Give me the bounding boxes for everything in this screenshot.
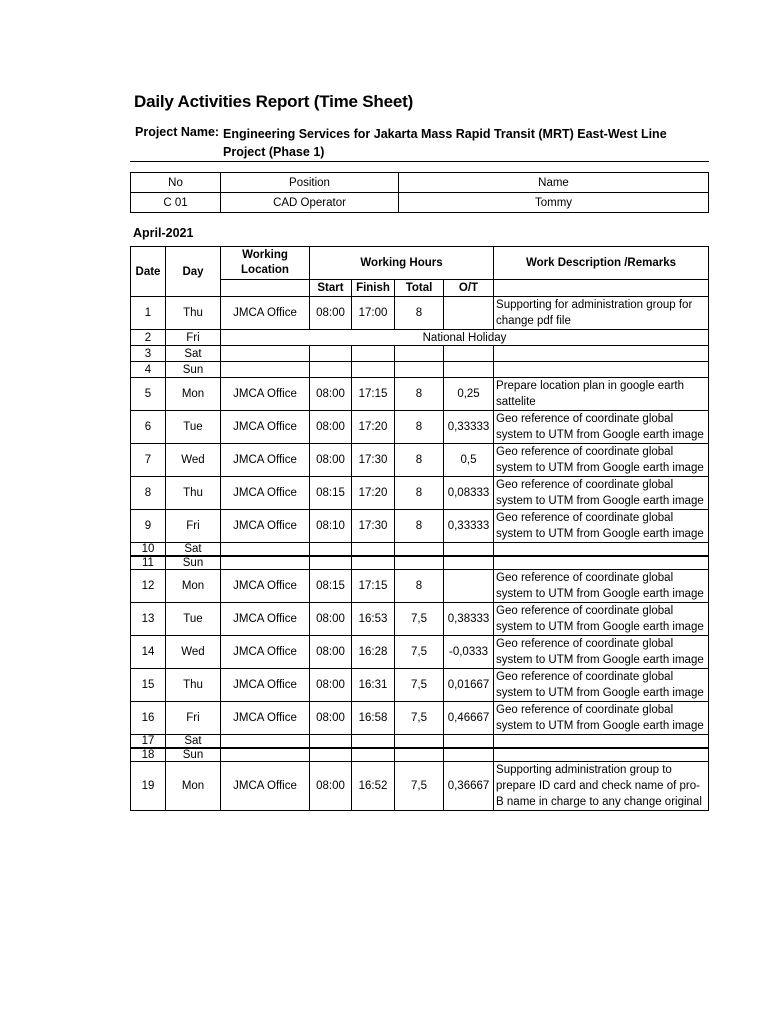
project-name-value: Engineering Services for Jakarta Mass Rapid Transit (MRT) East-West Line Project (Phase 1) xyxy=(223,127,667,159)
row-finish xyxy=(352,748,395,762)
row-date: 18 xyxy=(131,748,166,762)
row-ot xyxy=(444,297,494,330)
row-date: 16 xyxy=(131,702,166,735)
position-info-table xyxy=(130,172,709,213)
row-day: Fri xyxy=(166,330,221,346)
row-day: Thu xyxy=(166,477,221,510)
row-location: JMCA Office xyxy=(221,636,310,669)
row-total xyxy=(395,556,444,570)
row-description: Geo reference of coordinate global system to UTM from Google earth image xyxy=(494,444,709,477)
row-finish: 17:20 xyxy=(352,411,395,444)
row-day: Mon xyxy=(166,762,221,811)
row-ot xyxy=(444,362,494,378)
row-description: Geo reference of coordinate global system to UTM from Google earth image xyxy=(494,603,709,636)
timesheet-row xyxy=(131,510,709,543)
row-location: JMCA Office xyxy=(221,603,310,636)
row-start: 08:00 xyxy=(310,603,352,636)
info-value-row xyxy=(131,193,709,213)
row-start: 08:10 xyxy=(310,510,352,543)
timesheet-row xyxy=(131,543,709,557)
row-finish xyxy=(352,543,395,557)
row-day: Sun xyxy=(166,362,221,378)
row-location: JMCA Office xyxy=(221,669,310,702)
row-finish xyxy=(352,556,395,570)
row-finish: 17:20 xyxy=(352,477,395,510)
row-start xyxy=(310,748,352,762)
header-date: Date xyxy=(131,247,166,297)
row-day: Thu xyxy=(166,669,221,702)
row-location: JMCA Office xyxy=(221,477,310,510)
timesheet-row xyxy=(131,362,709,378)
row-location: JMCA Office xyxy=(221,570,310,603)
timesheet-row xyxy=(131,636,709,669)
info-header-row xyxy=(131,173,709,193)
row-start: 08:00 xyxy=(310,636,352,669)
row-day: Wed xyxy=(166,444,221,477)
row-location xyxy=(221,735,310,749)
header-finish: Finish xyxy=(352,280,395,297)
row-location: JMCA Office xyxy=(221,762,310,811)
header-description-blank xyxy=(494,280,709,297)
timesheet-row xyxy=(131,330,709,346)
row-total xyxy=(395,346,444,362)
row-location xyxy=(221,556,310,570)
row-day: Fri xyxy=(166,510,221,543)
row-finish xyxy=(352,362,395,378)
row-total xyxy=(395,748,444,762)
row-description xyxy=(494,735,709,749)
info-header-no: No xyxy=(131,173,221,193)
timesheet-row xyxy=(131,748,709,762)
row-date: 5 xyxy=(131,378,166,411)
timesheet-row xyxy=(131,669,709,702)
project-name-label: Project Name: xyxy=(135,125,220,139)
row-ot xyxy=(444,346,494,362)
row-finish: 16:28 xyxy=(352,636,395,669)
row-description xyxy=(494,748,709,762)
row-finish: 17:00 xyxy=(352,297,395,330)
row-day: Tue xyxy=(166,603,221,636)
row-ot: 0,01667 xyxy=(444,669,494,702)
row-total xyxy=(395,543,444,557)
row-ot: 0,36667 xyxy=(444,762,494,811)
row-day: Sat xyxy=(166,735,221,749)
timesheet-row xyxy=(131,411,709,444)
timesheet-row xyxy=(131,477,709,510)
row-ot: 0,33333 xyxy=(444,411,494,444)
row-ot: 0,46667 xyxy=(444,702,494,735)
row-description: Geo reference of coordinate global system to UTM from Google earth image xyxy=(494,669,709,702)
row-date: 3 xyxy=(131,346,166,362)
header-working-hours: Working Hours xyxy=(310,247,494,280)
row-start: 08:00 xyxy=(310,444,352,477)
row-date: 13 xyxy=(131,603,166,636)
timesheet-row xyxy=(131,378,709,411)
row-ot xyxy=(444,735,494,749)
row-total xyxy=(395,362,444,378)
row-total: 7,5 xyxy=(395,636,444,669)
row-description: Geo reference of coordinate global system to UTM from Google earth image xyxy=(494,411,709,444)
timesheet-row xyxy=(131,556,709,570)
row-date: 17 xyxy=(131,735,166,749)
project-divider xyxy=(130,161,709,162)
row-finish xyxy=(352,346,395,362)
row-finish: 17:30 xyxy=(352,510,395,543)
row-date: 14 xyxy=(131,636,166,669)
row-date: 6 xyxy=(131,411,166,444)
header-start: Start xyxy=(310,280,352,297)
info-position: CAD Operator xyxy=(221,193,399,213)
row-day: Tue xyxy=(166,411,221,444)
row-total: 8 xyxy=(395,444,444,477)
row-finish: 17:15 xyxy=(352,570,395,603)
timesheet-row xyxy=(131,735,709,749)
timesheet-row xyxy=(131,346,709,362)
row-start: 08:00 xyxy=(310,297,352,330)
row-date: 12 xyxy=(131,570,166,603)
row-date: 8 xyxy=(131,477,166,510)
row-start xyxy=(310,735,352,749)
timesheet-row xyxy=(131,297,709,330)
row-start: 08:00 xyxy=(310,378,352,411)
row-ot xyxy=(444,556,494,570)
month-label: April-2021 xyxy=(133,226,194,240)
row-description: Geo reference of coordinate global system to UTM from Google earth image xyxy=(494,570,709,603)
info-no: C 01 xyxy=(131,193,221,213)
header-ot: O/T xyxy=(444,280,494,297)
row-description: Geo reference of coordinate global system to UTM from Google earth image xyxy=(494,477,709,510)
row-total: 8 xyxy=(395,570,444,603)
row-finish: 16:52 xyxy=(352,762,395,811)
row-description: Geo reference of coordinate global system to UTM from Google earth image xyxy=(494,702,709,735)
row-location: JMCA Office xyxy=(221,411,310,444)
row-date: 7 xyxy=(131,444,166,477)
header-location: Working Location xyxy=(221,247,310,280)
timesheet-row xyxy=(131,570,709,603)
info-header-name: Name xyxy=(399,173,709,193)
row-day: Wed xyxy=(166,636,221,669)
row-ot: 0,38333 xyxy=(444,603,494,636)
row-ot: 0,25 xyxy=(444,378,494,411)
row-date: 2 xyxy=(131,330,166,346)
row-ot: 0,33333 xyxy=(444,510,494,543)
row-start xyxy=(310,346,352,362)
row-day: Thu xyxy=(166,297,221,330)
row-day: Mon xyxy=(166,378,221,411)
row-date: 1 xyxy=(131,297,166,330)
row-date: 4 xyxy=(131,362,166,378)
row-day: Sat xyxy=(166,346,221,362)
header-description: Work Description /Remarks xyxy=(494,247,709,280)
row-total: 8 xyxy=(395,378,444,411)
row-day: Fri xyxy=(166,702,221,735)
row-start: 08:00 xyxy=(310,669,352,702)
row-total: 7,5 xyxy=(395,603,444,636)
row-total: 8 xyxy=(395,297,444,330)
row-total: 7,5 xyxy=(395,702,444,735)
row-ot xyxy=(444,570,494,603)
row-location: JMCA Office xyxy=(221,510,310,543)
timesheet-row xyxy=(131,444,709,477)
timesheet-row xyxy=(131,702,709,735)
row-description: Supporting for administration group for change pdf file xyxy=(494,297,709,330)
info-name: Tommy xyxy=(399,193,709,213)
row-total xyxy=(395,735,444,749)
row-start xyxy=(310,362,352,378)
row-location xyxy=(221,543,310,557)
row-start: 08:00 xyxy=(310,762,352,811)
row-ot: 0,08333 xyxy=(444,477,494,510)
row-finish: 16:58 xyxy=(352,702,395,735)
row-description xyxy=(494,346,709,362)
row-finish: 16:31 xyxy=(352,669,395,702)
row-ot xyxy=(444,543,494,557)
row-description xyxy=(494,543,709,557)
row-total: 8 xyxy=(395,510,444,543)
row-description: Geo reference of coordinate global system to UTM from Google earth image xyxy=(494,510,709,543)
row-start xyxy=(310,543,352,557)
row-date: 11 xyxy=(131,556,166,570)
header-day: Day xyxy=(166,247,221,297)
info-header-position: Position xyxy=(221,173,399,193)
timesheet-header-row xyxy=(131,247,709,280)
report-title: Daily Activities Report (Time Sheet) xyxy=(134,92,414,111)
row-description: Supporting administration group to prepare ID card and check name of pro-B name in charge to any change original xyxy=(494,762,709,811)
row-day: Mon xyxy=(166,570,221,603)
row-date: 15 xyxy=(131,669,166,702)
row-location xyxy=(221,362,310,378)
row-description: Geo reference of coordinate global system to UTM from Google earth image xyxy=(494,636,709,669)
row-date: 10 xyxy=(131,543,166,557)
row-day: Sat xyxy=(166,543,221,557)
row-day: Sun xyxy=(166,748,221,762)
row-holiday-note: National Holiday xyxy=(221,330,709,346)
row-total: 7,5 xyxy=(395,762,444,811)
row-start: 08:15 xyxy=(310,477,352,510)
row-location xyxy=(221,346,310,362)
row-start xyxy=(310,556,352,570)
row-location: JMCA Office xyxy=(221,297,310,330)
row-location: JMCA Office xyxy=(221,702,310,735)
row-ot xyxy=(444,748,494,762)
row-location: JMCA Office xyxy=(221,378,310,411)
timesheet-table xyxy=(130,246,709,811)
row-total: 8 xyxy=(395,411,444,444)
header-total: Total xyxy=(395,280,444,297)
row-finish: 17:30 xyxy=(352,444,395,477)
timesheet-row xyxy=(131,762,709,811)
row-start: 08:00 xyxy=(310,411,352,444)
row-description xyxy=(494,556,709,570)
row-finish: 16:53 xyxy=(352,603,395,636)
timesheet-row xyxy=(131,603,709,636)
row-ot: 0,5 xyxy=(444,444,494,477)
row-location xyxy=(221,748,310,762)
row-start: 08:00 xyxy=(310,702,352,735)
row-start: 08:15 xyxy=(310,570,352,603)
row-finish xyxy=(352,735,395,749)
row-description: Prepare location plan in google earth sattelite xyxy=(494,378,709,411)
header-location-blank xyxy=(221,280,310,297)
row-date: 9 xyxy=(131,510,166,543)
row-description xyxy=(494,362,709,378)
row-date: 19 xyxy=(131,762,166,811)
row-day: Sun xyxy=(166,556,221,570)
row-finish: 17:15 xyxy=(352,378,395,411)
row-ot: -0,0333 xyxy=(444,636,494,669)
row-total: 7,5 xyxy=(395,669,444,702)
row-total: 8 xyxy=(395,477,444,510)
row-location: JMCA Office xyxy=(221,444,310,477)
